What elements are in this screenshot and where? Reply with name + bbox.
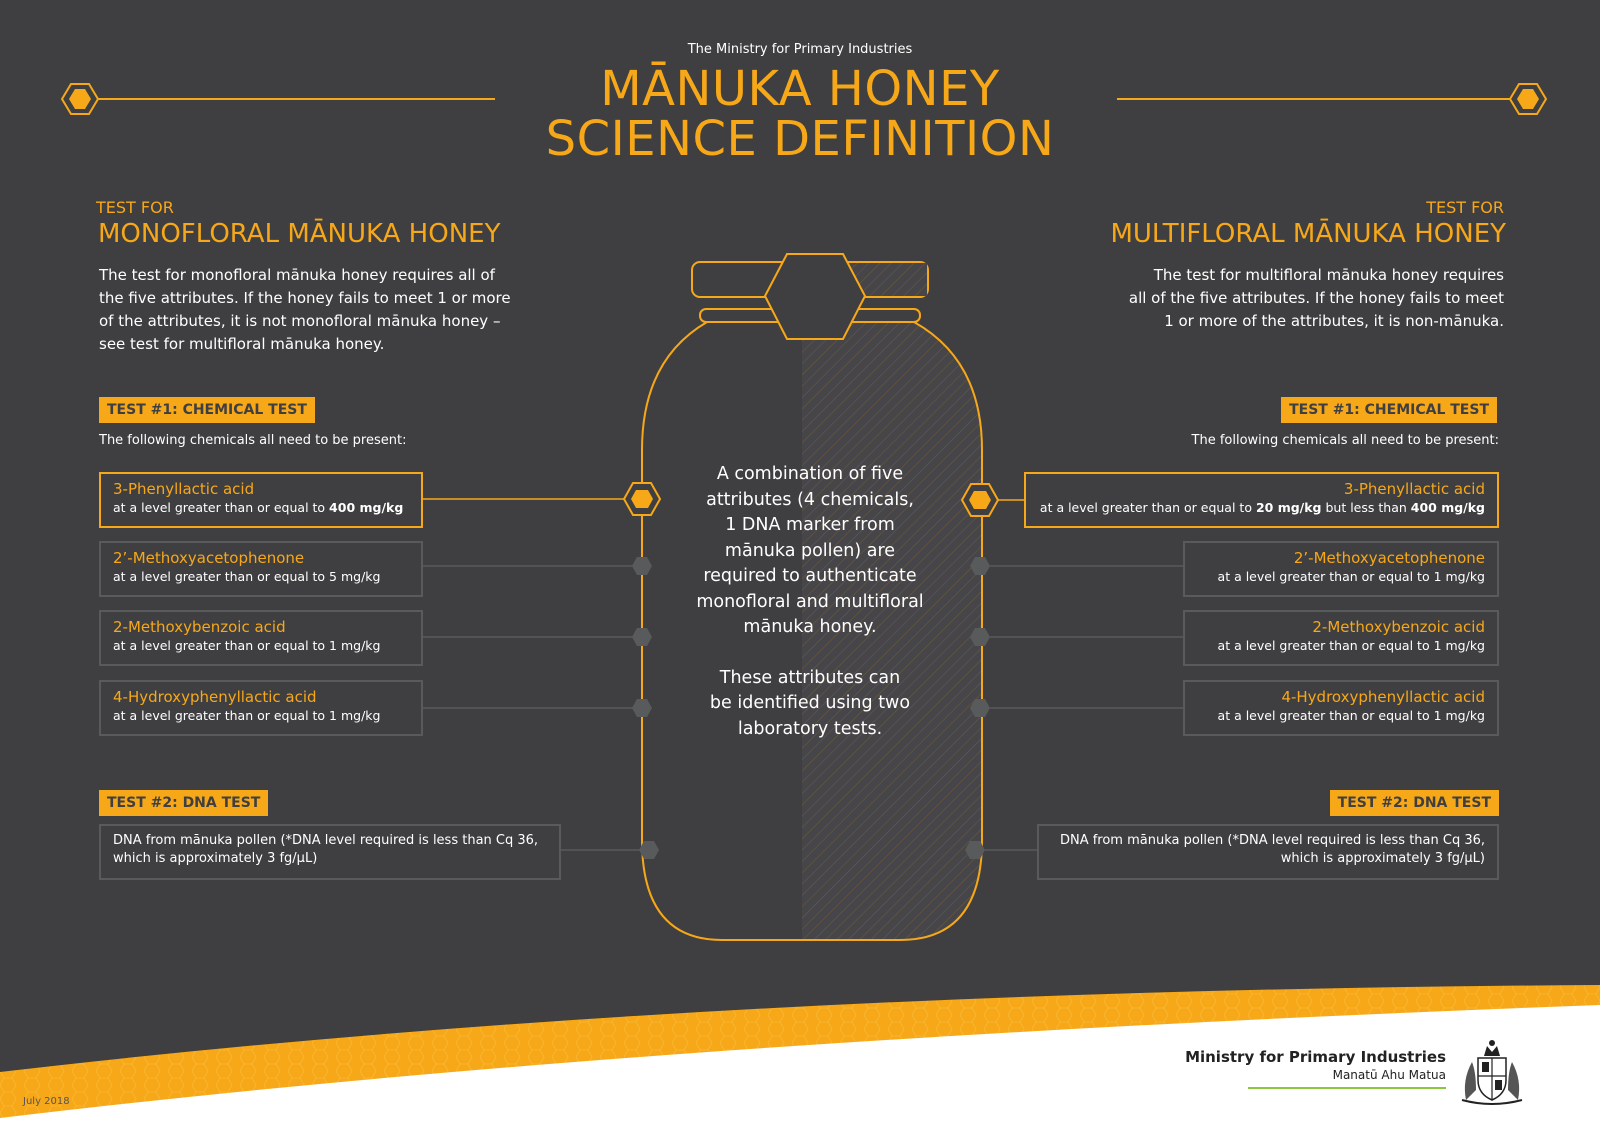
chemical-name: 2’-Methoxyacetophenone	[113, 549, 305, 567]
left-dna-test-badge: TEST #2: DNA TEST	[99, 790, 268, 816]
left-chemical-note: The following chemicals all need to be present:	[99, 433, 407, 448]
center-line: mānuka pollen) are	[724, 540, 896, 561]
center-line: required to authenticate	[703, 566, 917, 586]
level-bold: 400 mg/kg	[329, 500, 404, 515]
chemical-name: 2-Methoxybenzoic acid	[113, 618, 286, 636]
chemical-level: at a level greater than or equal to 1 mg/kg	[1217, 638, 1485, 653]
right-chemical-test-badge: TEST #1: CHEMICAL TEST	[1281, 397, 1497, 423]
left-chemical-test-badge: TEST #1: CHEMICAL TEST	[99, 397, 315, 423]
right-intro	[1084, 264, 1504, 333]
center-line: laboratory tests.	[737, 718, 883, 739]
chemical-level: at a level greater than or equal to 5 mg/kg	[113, 569, 381, 584]
page-title	[0, 61, 1600, 167]
level-bold: 20 mg/kg	[1255, 500, 1322, 515]
left-chemical-box-1	[99, 472, 423, 528]
chemical-name: 3-Phenyllactic acid	[1343, 480, 1485, 498]
left-heading: MONOFLORAL MĀNUKA HONEY	[98, 219, 501, 249]
left-intro-line: of the attributes, it is not monofloral mānuka honey –	[99, 312, 501, 330]
dna-line: which is approximately 3 fg/µL)	[113, 851, 318, 866]
left-intro-line: the five attributes. If the honey fails to meet 1 or more	[99, 289, 511, 307]
center-line: be identified using two	[709, 693, 911, 713]
title-line-1: MĀNUKA HONEY	[600, 61, 1000, 117]
right-heading: MULTIFLORAL MĀNUKA HONEY	[1110, 219, 1506, 249]
level-bold: 400 mg/kg	[1410, 500, 1485, 515]
center-line: attributes (4 chemicals,	[706, 489, 914, 510]
right-dna-box	[1037, 824, 1499, 880]
right-chemical-box-4	[1183, 680, 1499, 736]
footer-ministry-maori: Manatū Ahu Matua	[1332, 1068, 1446, 1082]
left-intro-line: see test for multifloral mānuka honey.	[99, 335, 385, 353]
level-text: at a level greater than or equal to	[1039, 500, 1256, 515]
right-dna-test-badge: TEST #2: DNA TEST	[1330, 790, 1499, 816]
dna-line: DNA from mānuka pollen (*DNA level required is less than Cq 36,	[1059, 833, 1485, 848]
title-line-2: SCIENCE DEFINITION	[545, 111, 1055, 167]
chemical-name: 4-Hydroxyphenyllactic acid	[1281, 688, 1485, 706]
chemical-name: 2-Methoxybenzoic acid	[1312, 618, 1485, 636]
right-intro-line: all of the five attributes. If the honey fails to meet	[1128, 289, 1504, 307]
center-line: mānuka honey.	[743, 617, 877, 637]
right-chemical-box-2	[1183, 541, 1499, 597]
center-line: These attributes can	[719, 667, 901, 688]
right-connectors	[962, 484, 1183, 859]
chemical-level: at a level greater than or equal to 1 mg/kg	[1217, 569, 1485, 584]
left-intro-line: The test for monofloral mānuka honey requires all of	[99, 266, 495, 284]
right-chemical-box-1	[1024, 472, 1499, 528]
left-connectors	[423, 483, 660, 859]
center-spacer	[670, 641, 950, 666]
left-chemical-box-2	[99, 541, 423, 597]
chemical-level: at a level greater than or equal to 1 mg/kg	[113, 638, 381, 653]
right-intro-line: 1 or more of the attributes, it is non-mānuka.	[1164, 312, 1504, 330]
chemical-name: 4-Hydroxyphenyllactic acid	[113, 688, 317, 706]
dna-line: which is approximately 3 fg/µL)	[1280, 851, 1485, 866]
chemical-level: at a level greater than or equal to 1 mg/kg	[1217, 708, 1485, 723]
level-text: at a level greater than or equal to	[113, 500, 330, 515]
right-test-for-label: TEST FOR	[1426, 198, 1504, 217]
level-text: but less than	[1321, 500, 1411, 515]
chemical-level: at a level greater than or equal to 1 mg/kg	[113, 708, 381, 723]
right-chemical-note: The following chemicals all need to be present:	[1191, 433, 1499, 448]
center-line: 1 DNA marker from	[725, 515, 895, 535]
chemical-level	[113, 499, 409, 516]
left-intro	[99, 264, 539, 356]
left-chemical-box-3	[99, 610, 423, 666]
chemical-name: 3-Phenyllactic acid	[113, 480, 255, 498]
center-line: A combination of five	[716, 464, 904, 484]
left-chemical-box-4	[99, 680, 423, 736]
dna-line: DNA from mānuka pollen (*DNA level required is less than Cq 36,	[113, 833, 539, 848]
chemical-name: 2’-Methoxyacetophenone	[1293, 549, 1485, 567]
center-description	[670, 462, 950, 742]
right-chemical-box-3	[1183, 610, 1499, 666]
chemical-level	[1038, 499, 1485, 516]
footer-ministry-name: Ministry for Primary Industries	[1185, 1048, 1446, 1066]
ministry-subtitle: The Ministry for Primary Industries	[687, 42, 913, 57]
center-line: monofloral and multifloral	[696, 591, 924, 612]
left-dna-box	[99, 824, 561, 880]
right-intro-line: The test for multifloral mānuka honey requires	[1153, 266, 1504, 284]
left-test-for-label: TEST FOR	[96, 198, 174, 217]
footer-date: July 2018	[23, 1096, 70, 1107]
